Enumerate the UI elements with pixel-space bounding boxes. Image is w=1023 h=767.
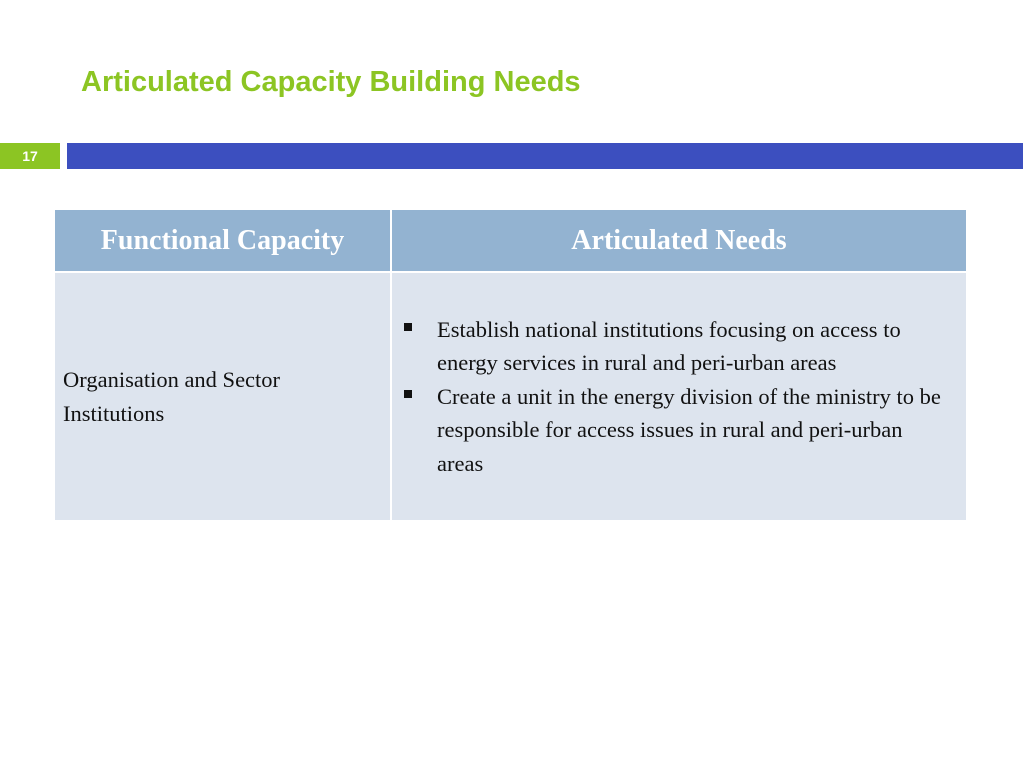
articulated-needs-cell xyxy=(391,272,967,521)
square-bullet-icon xyxy=(404,323,412,331)
table-header-row xyxy=(54,209,967,272)
column-header-functional-capacity: Functional Capacity xyxy=(54,209,391,272)
column-header-articulated-needs: Articulated Needs xyxy=(391,209,967,272)
need-item-text: Create a unit in the energy division of the ministry to be responsible for access issues in rural and peri-urban areas xyxy=(437,383,941,476)
slide-title: Articulated Capacity Building Needs xyxy=(81,66,581,98)
need-item xyxy=(401,313,954,380)
capacity-needs-table xyxy=(53,208,968,522)
page-number-badge xyxy=(0,143,60,169)
square-bullet-icon xyxy=(404,390,412,398)
table-row xyxy=(54,272,967,521)
needs-list xyxy=(401,313,954,481)
page-number: 17 xyxy=(22,148,38,164)
header-divider-bar xyxy=(67,143,1023,169)
need-item-text: Establish national institutions focusing on access to energy services in rural and peri-urban areas xyxy=(437,316,901,376)
functional-capacity-cell: Organisation and Sector Institutions xyxy=(54,272,391,521)
need-item xyxy=(401,380,954,481)
